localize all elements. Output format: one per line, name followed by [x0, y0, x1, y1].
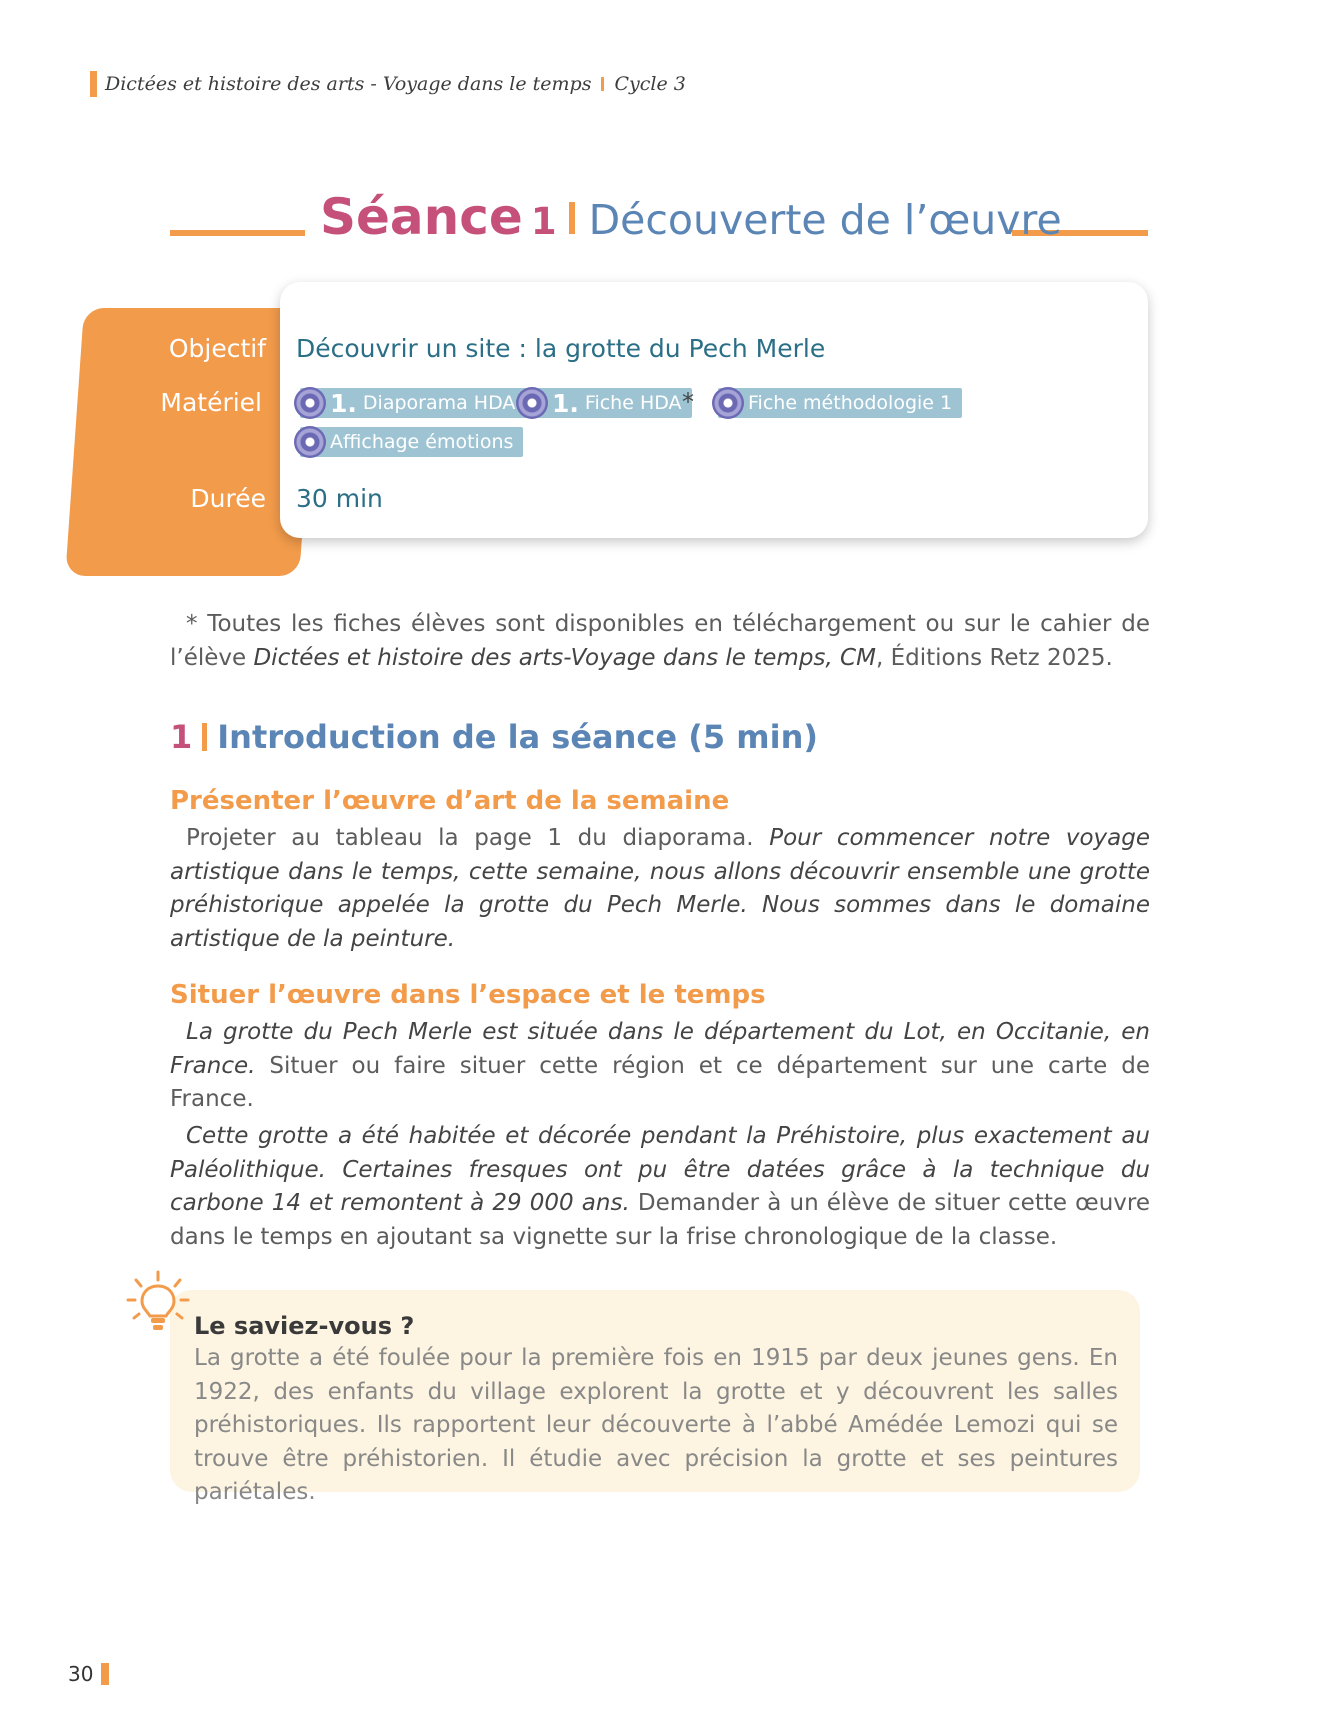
chip-affichage-emotions[interactable]: Affichage émotions	[300, 427, 523, 457]
header-series: Dictées et histoire des arts - Voyage dans le temps	[105, 73, 592, 95]
title-subtitle: Découverte de l’œuvre	[588, 196, 1062, 244]
title-rule-left	[170, 230, 305, 236]
header-separator	[601, 77, 604, 91]
sub1-paragraph: Projeter au tableau la page 1 du diaporama. Pour commencer notre voyage artistique dans le temps, cette semaine, nous allons découvrir ensemble une grotte préhistorique appelée la grotte du Pech Merle. Nous sommes dans le domaine artistique de la peinture.	[170, 825, 1151, 952]
header-level: Cycle 3	[614, 73, 686, 95]
sub2-paragraph-2: Cette grotte a été habitée et décorée pendant la Préhistoire, plus exactement au Paléolithique. Certaines fresques ont pu être datées grâce à la technique du carbone 14 et remontent à 29 000 ans. Demander à un élève de situer cette œuvre dans le temps en ajoutant sa vignette sur la frise chronologique de la classe.	[170, 1123, 1150, 1250]
objectif-label: Objectif	[168, 334, 266, 363]
header-accent-bar	[90, 71, 97, 97]
page-number: 30	[68, 1662, 109, 1686]
sub2-heading: Situer l’œuvre dans l’espace et le temps	[170, 980, 766, 1010]
page-title	[320, 188, 1062, 248]
chip-fiche-hda[interactable]: 1. Fiche HDA	[522, 388, 692, 418]
cd-disc-icon	[294, 426, 326, 458]
did-you-know-title: Le saviez-vous ?	[194, 1312, 415, 1340]
objectif-value: Découvrir un site : la grotte du Pech Merle	[296, 334, 826, 363]
section-heading	[170, 718, 818, 756]
title-separator	[569, 202, 575, 234]
sub1-heading: Présenter l’œuvre d’art de la semaine	[170, 786, 730, 816]
duree-value: 30 min	[296, 484, 383, 513]
section-number: 1	[170, 718, 193, 756]
footnote: * Toutes les fiches élèves sont disponibles en téléchargement ou sur le cahier de l’élève Dictées et histoire des arts-Voyage dans le temps, CM, Éditions Retz 2025.	[170, 611, 1150, 671]
chip-fiche-methodologie[interactable]: Fiche méthodologie 1	[718, 388, 962, 418]
sub2-paragraph-1: La grotte du Pech Merle est située dans le département du Lot, en Occitanie, en France. Situer ou faire situer cette région et ce département sur une carte de France.	[170, 1019, 1150, 1112]
title-number: 1	[530, 200, 557, 243]
materiel-asterisk: *	[682, 388, 694, 416]
chip-diaporama[interactable]: 1. Diaporama HDA	[300, 388, 525, 418]
section-title: Introduction de la séance (5 min)	[217, 718, 818, 756]
running-header	[90, 70, 686, 98]
did-you-know-text: La grotte a été foulée pour la première fois en 1915 par deux jeunes gens. En 1922, des enfants du village explorent la grotte et y découvrent les salles préhistoriques. Ils rapportent leur découverte à l’abbé Amédée Lemozi qui se trouve être préhistorien. Il étudie avec précision la grotte et ses peintures pariétales.	[194, 1345, 1118, 1505]
cd-disc-icon	[294, 387, 326, 419]
lightbulb-icon	[124, 1268, 192, 1336]
title-seance: Séance	[320, 188, 523, 246]
duree-label: Durée	[190, 484, 266, 513]
cd-disc-icon	[712, 387, 744, 419]
materiel-label: Matériel	[160, 388, 262, 417]
section-separator	[202, 723, 207, 751]
cd-disc-icon	[516, 387, 548, 419]
folio-bar	[101, 1663, 109, 1685]
